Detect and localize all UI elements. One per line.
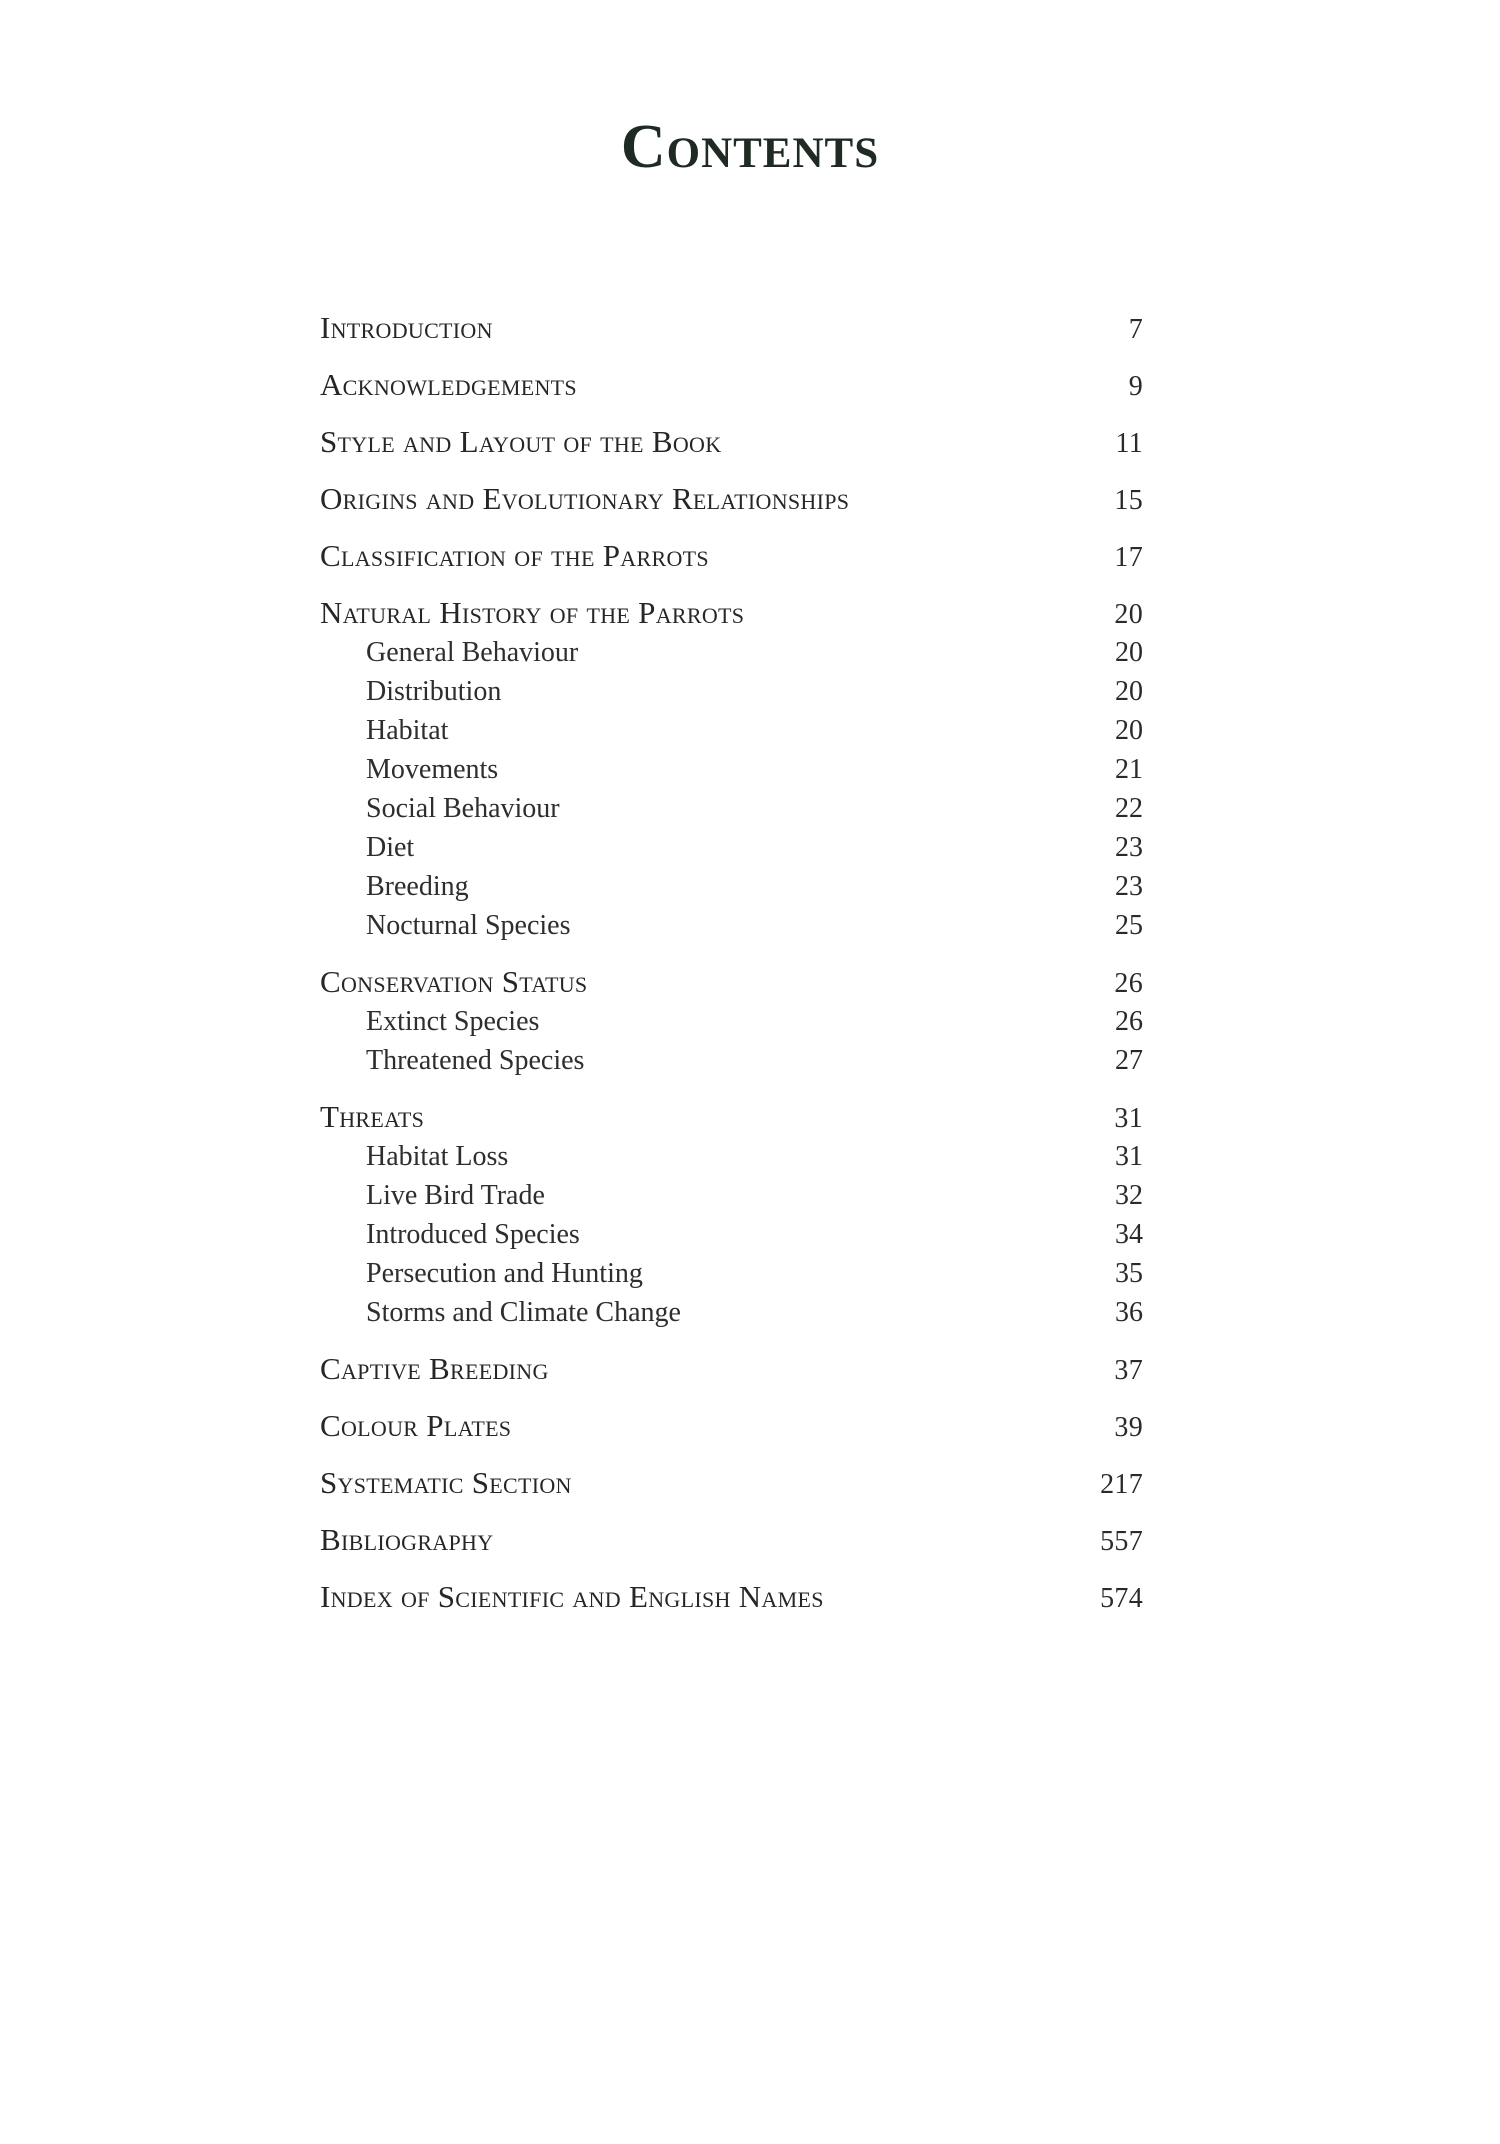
toc-entry-page: 39 xyxy=(1114,1412,1143,1443)
toc-subentry-title: Movements xyxy=(366,754,499,785)
toc-subentry[interactable] xyxy=(320,1137,1143,1176)
toc-subentry[interactable] xyxy=(320,711,1143,750)
toc-entry[interactable] xyxy=(320,962,1143,1002)
toc-entry-page: 15 xyxy=(1114,485,1143,516)
toc-subentry[interactable] xyxy=(320,1254,1143,1293)
toc-entry[interactable] xyxy=(320,1097,1143,1137)
toc-entry[interactable] xyxy=(320,479,1143,519)
toc-subentry-page: 32 xyxy=(1115,1180,1143,1211)
toc-subentry-title: Habitat Loss xyxy=(366,1141,509,1172)
toc-entry-title: Colour Plates xyxy=(320,1408,512,1443)
toc-section xyxy=(320,1463,1143,1503)
toc-subentry[interactable] xyxy=(320,1176,1143,1215)
toc-subentry[interactable] xyxy=(320,750,1143,789)
toc-subentry-page: 20 xyxy=(1115,715,1143,746)
toc-entry-title: Natural History of the Parrots xyxy=(320,595,745,630)
toc-subentry-page: 20 xyxy=(1115,676,1143,707)
toc-entry-title: Captive Breeding xyxy=(320,1351,549,1386)
toc-section xyxy=(320,365,1143,405)
toc-entry[interactable] xyxy=(320,365,1143,405)
toc-subentry[interactable] xyxy=(320,828,1143,867)
toc-subentry-title: Habitat xyxy=(366,715,449,746)
toc-entry[interactable] xyxy=(320,1520,1143,1560)
toc-entry-title: Acknowledgements xyxy=(320,367,577,402)
toc-entry[interactable] xyxy=(320,1349,1143,1389)
toc-entry-title: Index of Scientific and English Names xyxy=(320,1579,824,1614)
toc-subentry[interactable] xyxy=(320,1041,1143,1080)
toc-subentry-title: Social Behaviour xyxy=(366,793,560,824)
toc-entry[interactable] xyxy=(320,1577,1143,1617)
page-title: Contents xyxy=(620,113,880,181)
toc-section xyxy=(320,1349,1143,1389)
toc-subentry-title: Nocturnal Species xyxy=(366,910,571,941)
toc-entry-title: Origins and Evolutionary Relationships xyxy=(320,481,850,516)
toc-subentry-page: 34 xyxy=(1115,1219,1143,1250)
toc-entry-page: 26 xyxy=(1114,968,1143,999)
toc-entry-page: 574 xyxy=(1100,1583,1143,1614)
toc-entry-page: 31 xyxy=(1114,1103,1143,1134)
toc-subentry-title: Persecution and Hunting xyxy=(366,1258,643,1289)
toc-subentry-title: Breeding xyxy=(366,871,469,902)
toc-section xyxy=(320,536,1143,576)
toc-subentry-page: 36 xyxy=(1115,1297,1143,1328)
toc-subentry-title: Introduced Species xyxy=(366,1219,580,1250)
toc-entry-title: Threats xyxy=(320,1099,425,1134)
toc-subentry-page: 25 xyxy=(1115,910,1143,941)
toc-entry-title: Systematic Section xyxy=(320,1465,572,1500)
toc-section xyxy=(320,1097,1143,1332)
toc-entry-title: Style and Layout of the Book xyxy=(320,424,722,459)
toc-subentry[interactable] xyxy=(320,1002,1143,1041)
toc-section xyxy=(320,593,1143,945)
toc-section xyxy=(320,479,1143,519)
toc-subentry-title: Extinct Species xyxy=(366,1006,540,1037)
toc-subentry-page: 35 xyxy=(1115,1258,1143,1289)
toc-entry[interactable] xyxy=(320,422,1143,462)
toc-entry-title: Introduction xyxy=(320,310,493,345)
toc-entry-title: Classification of the Parrots xyxy=(320,538,709,573)
toc-subentry-page: 22 xyxy=(1115,793,1143,824)
toc-entry-title: Conservation Status xyxy=(320,964,588,999)
toc-entry-page: 557 xyxy=(1100,1526,1143,1557)
toc-section xyxy=(320,1577,1143,1617)
toc-subentry[interactable] xyxy=(320,867,1143,906)
toc-section xyxy=(320,308,1143,348)
toc-subentry-page: 23 xyxy=(1115,832,1143,863)
toc-entry[interactable] xyxy=(320,1463,1143,1503)
toc-subentry-page: 26 xyxy=(1115,1006,1143,1037)
table-of-contents xyxy=(320,308,1143,1634)
toc-subentry[interactable] xyxy=(320,789,1143,828)
toc-entry-page: 217 xyxy=(1100,1469,1143,1500)
toc-entry-title: Bibliography xyxy=(320,1522,494,1557)
toc-subentry-page: 23 xyxy=(1115,871,1143,902)
toc-entry-page: 7 xyxy=(1128,314,1143,345)
toc-entry-page: 9 xyxy=(1128,371,1143,402)
toc-subentry[interactable] xyxy=(320,672,1143,711)
toc-entry[interactable] xyxy=(320,1406,1143,1446)
toc-subentry-title: Threatened Species xyxy=(366,1045,585,1076)
toc-entry[interactable] xyxy=(320,536,1143,576)
toc-entry-page: 17 xyxy=(1114,542,1143,573)
toc-entry[interactable] xyxy=(320,593,1143,633)
toc-subentry[interactable] xyxy=(320,1293,1143,1332)
toc-entry-page: 20 xyxy=(1114,599,1143,630)
toc-subentry-title: General Behaviour xyxy=(366,637,579,668)
toc-subentry-title: Diet xyxy=(366,832,415,863)
toc-subentry-title: Distribution xyxy=(366,676,502,707)
toc-subentry-page: 20 xyxy=(1115,637,1143,668)
toc-subentry-title: Storms and Climate Change xyxy=(366,1297,681,1328)
toc-section xyxy=(320,422,1143,462)
toc-subentry[interactable] xyxy=(320,1215,1143,1254)
toc-subentry[interactable] xyxy=(320,633,1143,672)
toc-section xyxy=(320,962,1143,1080)
toc-section xyxy=(320,1406,1143,1446)
toc-section xyxy=(320,1520,1143,1560)
toc-subentry-title: Live Bird Trade xyxy=(366,1180,545,1211)
toc-subentry-page: 31 xyxy=(1115,1141,1143,1172)
toc-subentry[interactable] xyxy=(320,906,1143,945)
toc-subentry-page: 21 xyxy=(1115,754,1143,785)
toc-entry-page: 11 xyxy=(1115,428,1143,459)
toc-entry-page: 37 xyxy=(1114,1355,1143,1386)
toc-subentry-page: 27 xyxy=(1115,1045,1143,1076)
toc-entry[interactable] xyxy=(320,308,1143,348)
